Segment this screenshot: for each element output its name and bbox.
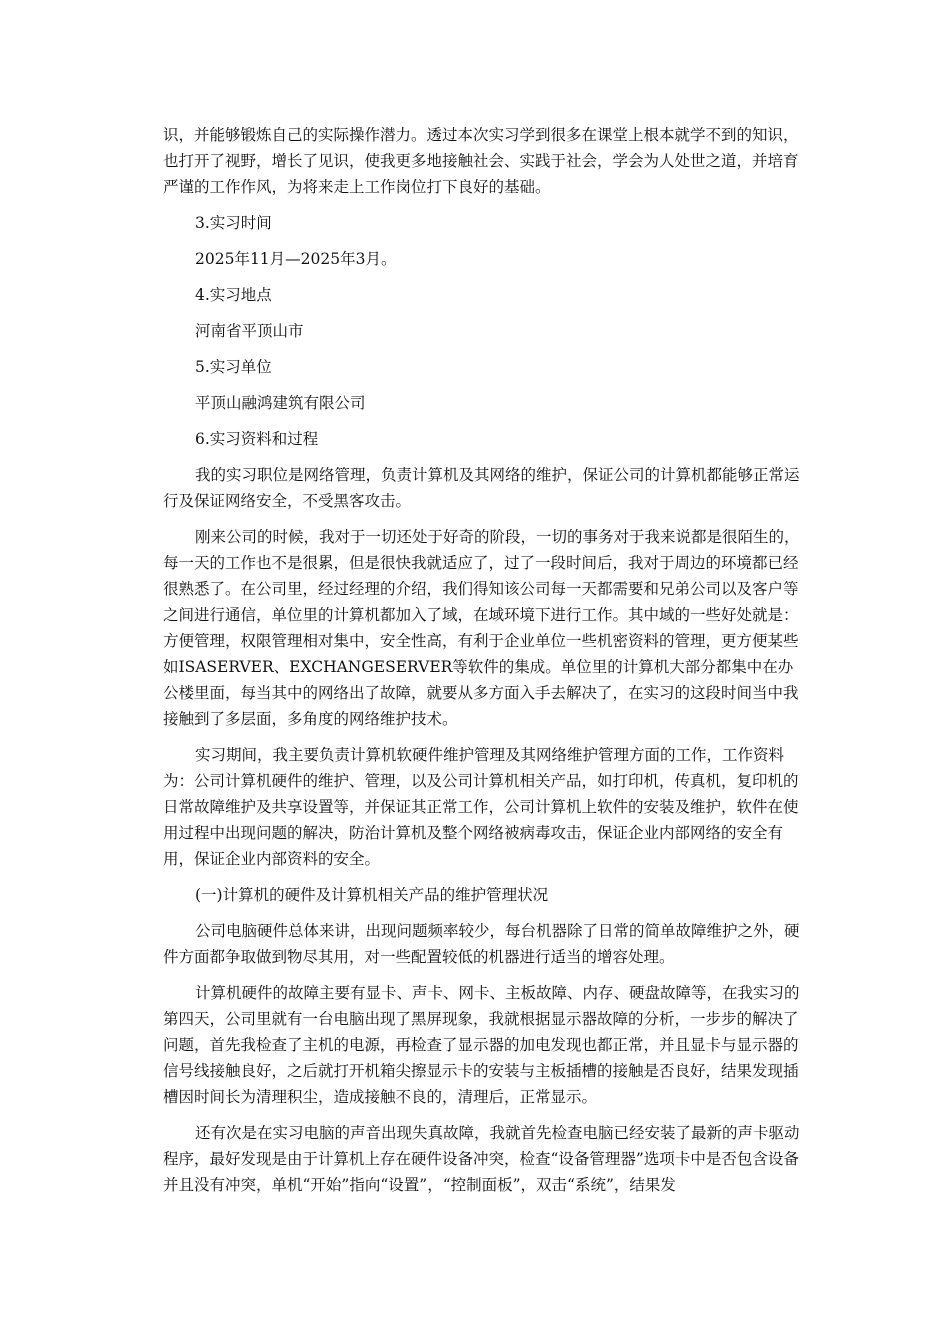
heading-hardware-maintenance: (一)计算机的硬件及计算机相关产品的维护管理状况 xyxy=(195,886,549,904)
paragraph-hardware-faults: 计算机硬件的故障主要有显卡、声卡、网卡、主板故障、内存、硬盘故障等，在我实习的第四天，公司里就有一台电脑出现了黑屏现象，我就根据显示器故障的分析，一步步的解决了问题，首先我检查了主机的电源，再检查了显示器的加电发现也都正常，并且显卡与显示器的信号线接触良好，之后就打开机箱尖擦显示卡的安装与主板插槽的接触是否良好，结果发现插槽因时间长为清理积尘，造成接触不良的，清理后，正常显示。 xyxy=(163,984,800,1106)
paragraph-hardware-overview: 公司电脑硬件总体来讲，出现问题频率较少，每台机器除了日常的简单故障维护之外，硬件方面都争取做到物尽其用，对一些配置较低的机器进行适当的增容处理。 xyxy=(163,922,800,966)
text-internship-unit: 平顶山融鸿建筑有限公司 xyxy=(195,394,366,412)
document-body xyxy=(163,122,803,1208)
paragraph-duties: 实习期间，我主要负责计算机软硬件维护管理及其网络维护管理方面的工作，工作资料为：公司计算机硬件的维护、管理，以及公司计算机相关产品，如打印机，传真机，复印机的日常故障维护及共享设置等，并保证其正常工作，公司计算机上软件的安装及维护，软件在使用过程中出现问题的解决，防治计算机及整个网络被病毒攻击，保证企业内部网络的安全有用，保证企业内部资料的安全。 xyxy=(163,746,799,868)
heading-internship-location: 4.实习地点 xyxy=(195,286,272,304)
paragraph-arrival: 刚来公司的时候，我对于一切还处于好奇的阶段，一切的事务对于我来说都是很陌生的，每一天的工作也不是很累，但是很快我就适应了，过了一段时间后，我对于周边的环境都已经很熟悉了。在公司里，经过经理的介绍，我们得知该公司每一天都需要和兄弟公司以及客户等之间进行通信，单位里的计算机都加入了域，在域环境下进行工作。其中域的一些好处就是：方便管理，权限管理相对集中，安全性高，有利于企业单位一些机密资料的管理，更方便某些如ISASERVER、EXCHANGESERVER等软件的集成。单位里的计算机大部分都集中在办公楼里面，每当其中的网络出了故障，就要从多方面入手去解决了，在实习的这段时间当中我接触到了多层面，多角度的网络维护技术。 xyxy=(163,528,800,728)
heading-internship-unit: 5.实习单位 xyxy=(195,358,272,376)
text-internship-location: 河南省平顶山市 xyxy=(195,322,304,340)
paragraph-sound-fault: 还有次是在实习电脑的声音出现失真故障，我就首先检查电脑已经安装了最新的声卡驱动程序，最好发现是由于计算机上存在硬件设备冲突，检查“设备管理器”选项卡中是否包含设备并且没有冲突，单机“开始”指向“设置”，“控制面板”，双击“系统”，结果发 xyxy=(163,1124,800,1194)
heading-internship-process: 6.实习资料和过程 xyxy=(195,430,319,448)
paragraph-position: 我的实习职位是网络管理，负责计算机及其网络的维护，保证公司的计算机都能够正常运行及保证网络安全，不受黑客攻击。 xyxy=(163,466,800,510)
heading-internship-time: 3.实习时间 xyxy=(195,214,272,232)
text-internship-time: 2025年11月—2025年3月。 xyxy=(195,250,397,268)
paragraph-intro-continuation: 识，并能够锻炼自己的实际操作潜力。透过本次实习学到很多在课堂上根本就学不到的知识，也打开了视野，增长了见识，使我更多地接触社会、实践于社会，学会为人处世之道，并培育严谨的工作作风，为将来走上工作岗位打下良好的基础。 xyxy=(163,126,799,196)
